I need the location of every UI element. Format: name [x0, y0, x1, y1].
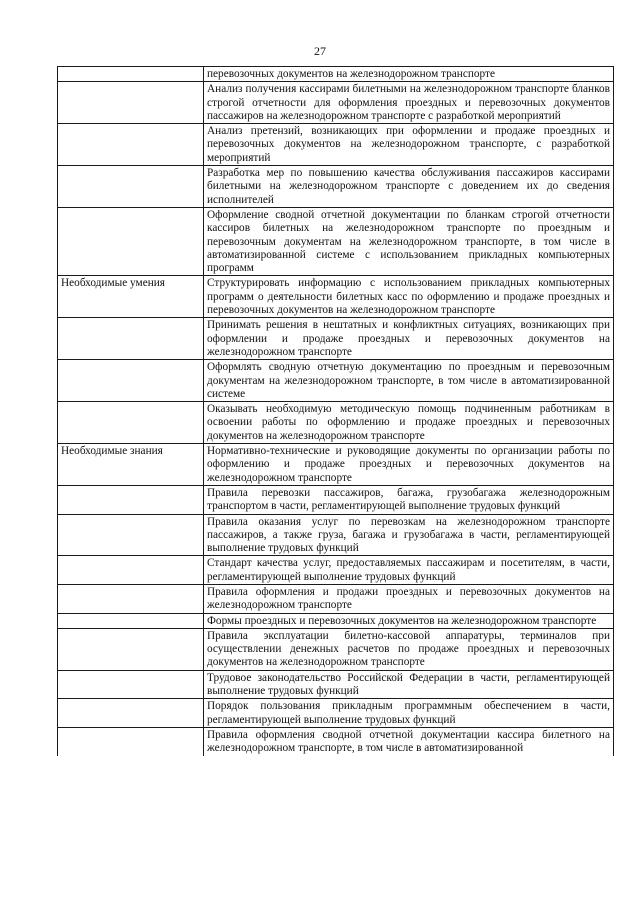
row-label: [58, 699, 204, 728]
row-label: [58, 402, 204, 444]
row-label: [58, 670, 204, 699]
section-label-knowledge: Необходимые знания: [58, 444, 204, 486]
row-label: [58, 124, 204, 166]
table-row: [58, 613, 614, 628]
table-row: [58, 670, 614, 699]
table-row: [58, 360, 614, 402]
row-text: Структурировать информацию с использованием прикладных компьютерных программ о деятельности билетных касс по оформлению и продаже проездных и перевозочных документов на железнодорожном транспорте: [204, 276, 614, 318]
table-row: [58, 514, 614, 556]
page-number: 27: [314, 44, 326, 58]
row-label: [58, 556, 204, 585]
row-label: [58, 613, 204, 628]
row-label: [58, 360, 204, 402]
table-row: [58, 556, 614, 585]
row-label: [58, 727, 204, 755]
row-text: Правила эксплуатации билетно-кассовой аппаратуры, терминалов при осуществлении денежных расчетов по продаже проездных и перевозочных документов на железнодорожном транспорте: [204, 628, 614, 670]
row-text: перевозочных документов на железнодорожном транспорте: [204, 67, 614, 82]
row-text: Формы проездных и перевозочных документов на железнодорожном транспорте: [204, 613, 614, 628]
row-text: Правила оформления и продажи проездных и перевозочных документов на железнодорожном транспорте: [204, 584, 614, 613]
row-text: Оформление сводной отчетной документации по бланкам строгой отчетности кассиров билетных на железнодорожном транспорте по проездным и перевозочным документам на железнодорожном транспорте, в том числе в автоматизированной системе с использованием прикладных компьютерных программ: [204, 207, 614, 275]
table-row: [58, 584, 614, 613]
row-label: [58, 514, 204, 556]
table-row: [58, 67, 614, 82]
table-row: [58, 82, 614, 124]
table-row: [58, 318, 614, 360]
table-row: [58, 166, 614, 208]
row-label: [58, 166, 204, 208]
row-label: [58, 318, 204, 360]
table-row: [58, 402, 614, 444]
row-text: Правила перевозки пассажиров, багажа, грузобагажа железнодорожным транспортом в части, регламентирующей выполнение трудовых функций: [204, 485, 614, 514]
row-text: Принимать решения в нештатных и конфликтных ситуациях, возникающих при оформлении и продаже проездных и перевозочных документов на железнодорожном транспорте: [204, 318, 614, 360]
requirements-table: [57, 66, 614, 756]
row-text: Анализ претензий, возникающих при оформлении и продаже проездных и перевозочных документов на железнодорожном транспорте, с разработкой мероприятий: [204, 124, 614, 166]
row-text: Разработка мер по повышению качества обслуживания пассажиров кассирами билетными на железнодорожном транспорте с доведением их до сведения исполнителей: [204, 166, 614, 208]
table-row: [58, 485, 614, 514]
row-text: Оформлять сводную отчетную документацию по проездным и перевозочным документам на железнодорожном транспорте, в том числе в автоматизированной системе: [204, 360, 614, 402]
row-label: [58, 485, 204, 514]
row-text: Нормативно-технические и руководящие документы по организации работы по оформлению и продаже проездных и перевозочных документов на железнодорожном транспорте: [204, 444, 614, 486]
row-text: Правила оказания услуг по перевозкам на железнодорожном транспорте пассажиров, а также груза, багажа и грузобагажа в части, регламентирующей выполнение трудовых функций: [204, 514, 614, 556]
row-label: [58, 67, 204, 82]
table-row: [58, 727, 614, 755]
row-label: [58, 584, 204, 613]
row-text: Правила оформления сводной отчетной документации кассира билетного на железнодорожном транспорте, в том числе в автоматизированной: [204, 727, 614, 755]
table-row: [58, 444, 614, 486]
row-text: Порядок пользования прикладным программным обеспечением в части, регламентирующей выполнение трудовых функций: [204, 699, 614, 728]
table-row: [58, 276, 614, 318]
table-row: [58, 207, 614, 275]
row-text: Оказывать необходимую методическую помощь подчиненным работникам в освоении работы по оформлению и продаже проездных и перевозочных документов на железнодорожном транспорте: [204, 402, 614, 444]
row-label: [58, 82, 204, 124]
table-row: [58, 628, 614, 670]
table-row: [58, 699, 614, 728]
section-label-skills: Необходимые умения: [58, 276, 204, 318]
row-text: Анализ получения кассирами билетными на железнодорожном транспорте бланков строгой отчетности для оформления проездных и перевозочных документов пассажиров на железнодорожном транспорте с разработкой мероприятий: [204, 82, 614, 124]
row-text: Стандарт качества услуг, предоставляемых пассажирам и посетителям, в части, регламентирующей выполнение трудовых функций: [204, 556, 614, 585]
row-label: [58, 628, 204, 670]
table-row: [58, 124, 614, 166]
row-text: Трудовое законодательство Российской Федерации в части, регламентирующей выполнение трудовых функций: [204, 670, 614, 699]
row-label: [58, 207, 204, 275]
